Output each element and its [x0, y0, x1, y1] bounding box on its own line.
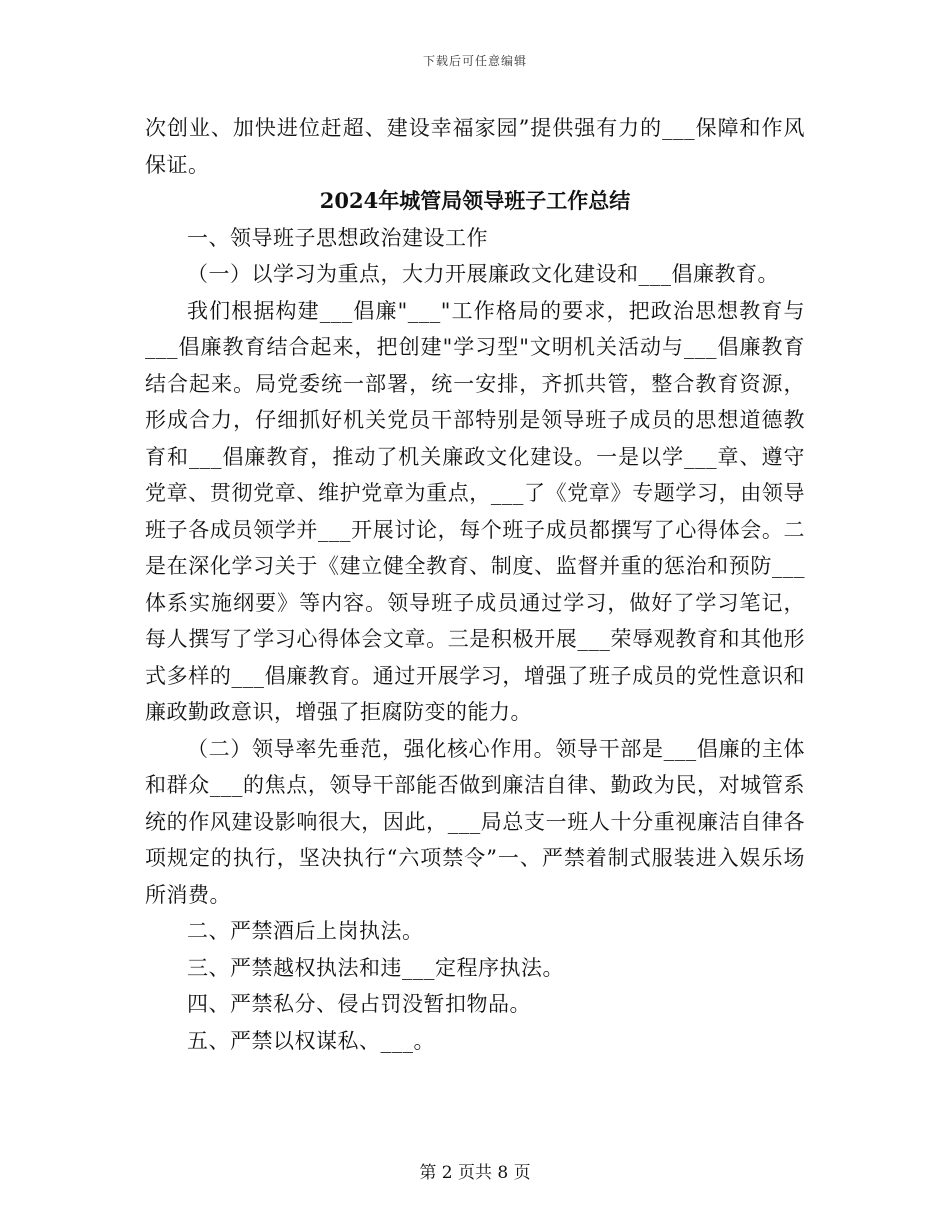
page-header-note: 下载后可任意编辑 [422, 54, 527, 68]
document-body [145, 110, 805, 1059]
subsection-heading: （一）以学习为重点，大力开展廉政文化建设和___倡廉教育。 [187, 262, 779, 286]
section-heading: 一、领导班子思想政治建设工作 [187, 225, 488, 250]
list-item: 三、严禁越权执法和违___定程序执法。 [187, 955, 564, 980]
continued-paragraph: 次创业、加快进位赶超、建设幸福家园”提供强有力的___保障和作风保证。 [145, 116, 805, 177]
list-item: 二、严禁酒后上岗执法。 [187, 919, 424, 943]
list-item: 五、严禁以权谋私、___。 [187, 1028, 435, 1053]
body-paragraph: 我们根据构建___倡廉"___"工作格局的要求，把政治思想教育与___倡廉教育结合起来，把创建"学习型"文明机关活动与___倡廉教育结合起来。局党委统一部署，统一安排，齐抓共管，整合教育资源，形成合力，仔细抓好机关党员干部特别是领导班子成员的思想道德教育和___倡廉教育，推动了机关廉政文化建设。一是以学___章、遵守党章、贯彻党章、维护党章为重点，___了《党章》专题学习，由领导班子各成员领学并___开展讨论，每个班子成员都撰写了心得体会。二是在深化学习关于《建立健全教育、制度、监督并重的惩治和预防___体系实施纲要》等内容。领导班子成员通过学习，做好了学习笔记，每人撰写了学习心得体会文章。三是积极开展___荣辱观教育和其他形式多样的___倡廉教育。通过开展学习，增强了班子成员的党性意识和廉政勤政意识，增强了拒腐防变的能力。 [145, 298, 805, 724]
body-paragraph: （二）领导率先垂范，强化核心作用。领导干部是___倡廉的主体和群众___的焦点，领导干部能否做到廉洁自律、勤政为民，对城管系统的作风建设影响很大，因此，___局总支一班人十分重视廉洁自律各项规定的执行，坚决执行“六项禁令”一、严禁着制式服装进入娱乐场所消费。 [145, 736, 805, 907]
page-number: 第 2 页共 8 页 [419, 1163, 531, 1183]
list-item: 四、严禁私分、侵占罚没暂扣物品。 [187, 992, 531, 1016]
document-title: 2024年城管局领导班子工作总结 [319, 188, 631, 213]
